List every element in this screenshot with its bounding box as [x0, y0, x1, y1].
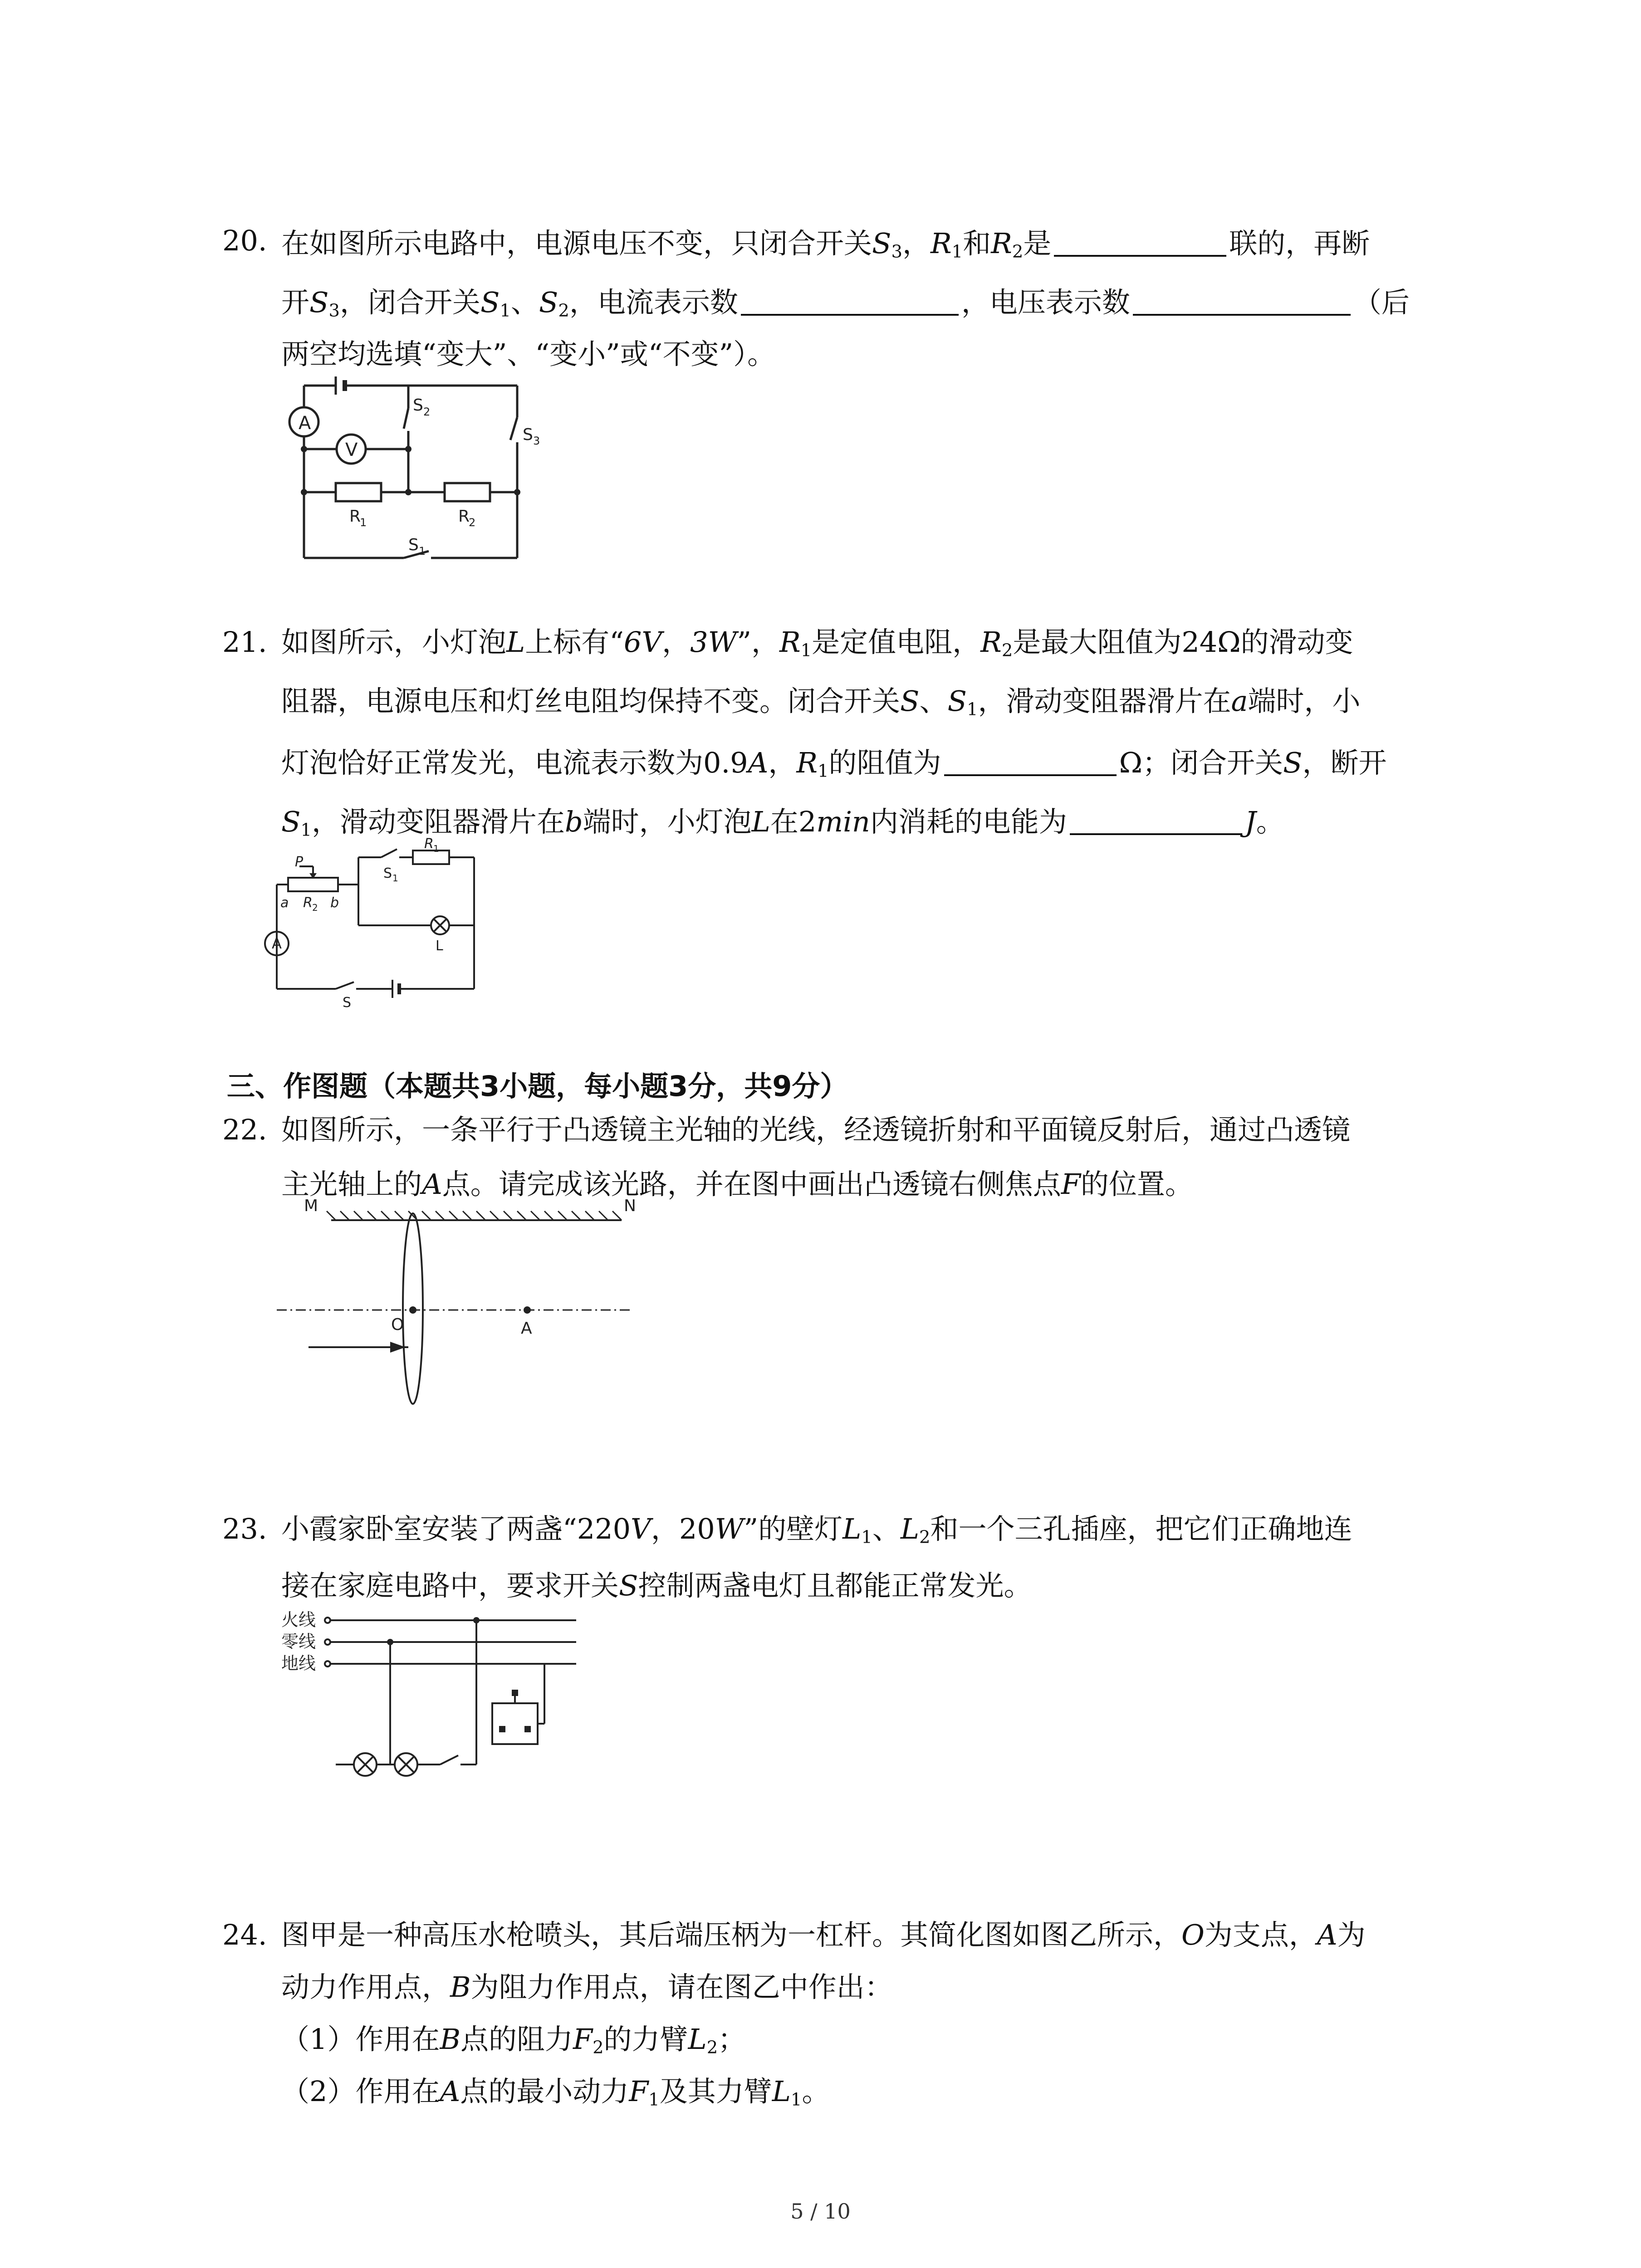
question-number: 23.: [222, 1512, 267, 1545]
question-number: 21.: [222, 626, 267, 659]
question-text-line: $S_1$，滑动变阻器滑片在b端时，小灯泡L在2min内消耗的电能为 J。: [281, 805, 1284, 841]
question-text-line: 灯泡恰好正常发光，电流表示数为0.9A，$R_1$的阻值为 Ω；闭合开关S，断开: [281, 746, 1387, 782]
svg-text:P: P: [295, 854, 304, 870]
svg-text:1: 1: [419, 545, 426, 557]
question-text-line: 在如图所示电路中，电源电压不变，只闭合开关$S_3$，$R_1$和$R_2$是 联的，再断: [281, 227, 1370, 262]
figure-22-optics: [277, 1198, 640, 1388]
question-text-line: （1）作用在B点的阻力$F_2$的力臂$L_2$；: [281, 2023, 746, 2058]
svg-text:L: L: [436, 938, 443, 954]
svg-text:地线: 地线: [281, 1653, 316, 1673]
svg-text:S: S: [408, 536, 419, 554]
svg-text:2: 2: [423, 406, 431, 418]
svg-text:O: O: [391, 1315, 404, 1334]
svg-text:1: 1: [360, 516, 367, 529]
figure-23-wiring: [277, 1610, 585, 1783]
svg-text:N: N: [624, 1197, 636, 1215]
question-text-line: 如图所示，一条平行于凸透镜主光轴的光线，经透镜折射和平面镜反射后，通过凸透镜: [281, 1113, 1351, 1146]
question-number: 22.: [222, 1113, 267, 1146]
figure-21-circuit: [268, 836, 485, 1011]
svg-text:1: 1: [433, 843, 439, 854]
svg-text:V: V: [345, 440, 358, 460]
svg-text:R: R: [424, 836, 434, 852]
svg-text:A: A: [299, 413, 311, 434]
svg-text:3: 3: [533, 435, 540, 447]
question-text-line: （2）作用在A点的最小动力$F_1$及其力臂$L_1$。: [281, 2075, 830, 2110]
question-text-line: 阻器，电源电压和灯丝电阻均保持不变。闭合开关S、$S_1$，滑动变阻器滑片在a端时，小: [281, 684, 1361, 720]
question-number: 24.: [222, 1918, 267, 1951]
answer-blank[interactable]: [741, 286, 959, 316]
question-text-line: 开$S_3$，闭合开关$S_1$、$S_2$，电流表示数 ，电压表示数 （后: [281, 286, 1410, 321]
question-text-line: 接在家庭电路中，要求开关S控制两盏电灯且都能正常发光。: [281, 1569, 1032, 1602]
svg-text:b: b: [330, 895, 339, 911]
figure-20-circuit: [272, 376, 544, 567]
socket-icon: [492, 1703, 538, 1744]
question-text-line: 动力作用点，B为阻力作用点，请在图乙中作出：: [281, 1970, 893, 2004]
svg-text:a: a: [280, 895, 289, 911]
answer-blank[interactable]: [944, 746, 1117, 776]
svg-text:A: A: [272, 935, 282, 952]
point-a-icon: [524, 1306, 531, 1314]
question-text-line: 图甲是一种高压水枪喷头，其后端压柄为一杠杆。其简化图如图乙所示，O为支点，A为: [281, 1918, 1366, 1951]
svg-text:S: S: [343, 995, 352, 1011]
page-number: 5 / 10: [790, 2199, 851, 2224]
answer-blank[interactable]: [1070, 805, 1242, 835]
svg-text:S: S: [383, 865, 392, 881]
svg-text:R: R: [349, 507, 361, 526]
svg-text:M: M: [304, 1197, 318, 1215]
svg-text:A: A: [521, 1319, 532, 1338]
svg-text:R: R: [458, 507, 470, 526]
svg-text:R: R: [303, 895, 313, 911]
answer-blank[interactable]: [1054, 227, 1226, 257]
svg-text:2: 2: [469, 516, 476, 529]
svg-text:零线: 零线: [281, 1632, 316, 1652]
svg-text:S: S: [413, 396, 423, 415]
svg-text:S: S: [523, 425, 533, 444]
svg-text:火线: 火线: [281, 1610, 316, 1630]
section-title: 三、作图题（本题共3小题，每小题3分，共9分）: [227, 1070, 848, 1103]
svg-text:1: 1: [392, 873, 398, 884]
rheostat-icon: [288, 878, 338, 891]
answer-blank[interactable]: [1133, 286, 1351, 316]
question-text-line: 两空均选填“变大”、“变小”或“不变”）。: [281, 337, 776, 371]
question-number: 20.: [222, 224, 267, 257]
svg-text:2: 2: [312, 902, 318, 913]
question-text-line: 小霞家卧室安装了两盏“220V，20W”的壁灯$L_1$、$L_2$和一个三孔插座，把它们正确地连: [281, 1512, 1352, 1548]
switch-icon: [440, 1755, 458, 1765]
question-text-line: 主光轴上的A点。请完成该光路，并在图中画出凸透镜右侧焦点F的位置。: [281, 1168, 1193, 1201]
question-text-line: 如图所示，小灯泡L上标有“6V，3W”，$R_1$是定值电阻，$R_2$是最大阻值为24Ω的滑动变: [281, 626, 1353, 661]
